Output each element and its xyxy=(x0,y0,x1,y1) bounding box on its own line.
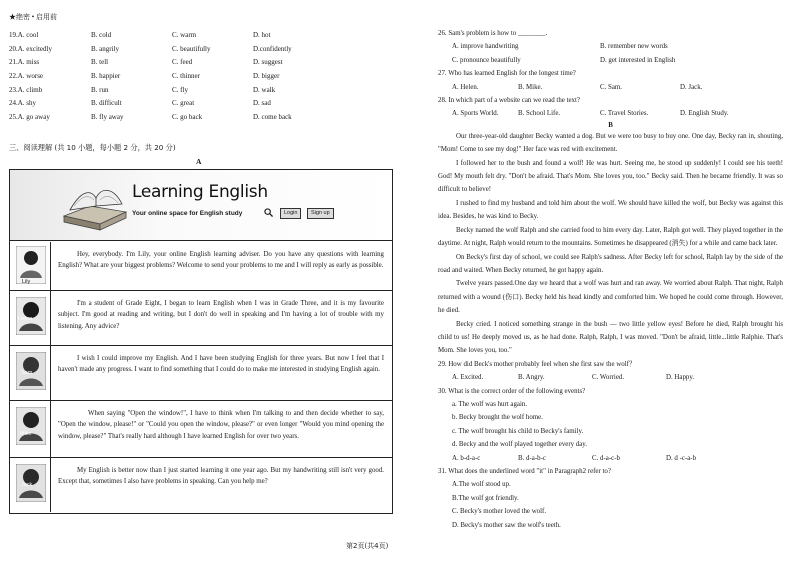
avatar-cell xyxy=(10,291,51,345)
option-b: B. cold xyxy=(91,30,112,39)
option-row xyxy=(9,83,292,97)
option-b: B. angrily xyxy=(91,44,119,53)
option-b: B. difficult xyxy=(91,99,122,108)
option-d: D. bigger xyxy=(253,71,280,80)
question-30: 30. What is the correct order of the following events? xyxy=(438,387,586,395)
signup-button[interactable]: Sign up xyxy=(307,208,334,219)
search-icon[interactable] xyxy=(264,208,273,217)
avatar-cell xyxy=(10,458,51,512)
entry-row-lily xyxy=(10,242,392,291)
avatar-cell xyxy=(10,242,51,290)
option-c: C. thinner xyxy=(172,71,200,80)
entry-text: My English is better now than I just started learning it one year ago. But my handwriting still isn't very good. Except that, sometimes I also have problems in speaking. Can you help me? xyxy=(58,467,384,486)
question-28-options xyxy=(438,107,783,120)
option: B. d-a-b-c xyxy=(518,454,546,462)
secret-label: ★绝密 • 启用前 xyxy=(9,13,57,21)
option-a: 21.A. miss xyxy=(9,58,40,67)
panel-subtitle: Your online space for English study xyxy=(132,210,243,217)
book-icon xyxy=(60,176,130,232)
option-d: D. suggest xyxy=(253,58,283,67)
option-a: 20.A. excitedly xyxy=(9,44,52,53)
left-column xyxy=(9,12,395,532)
avatar-name: Sam xyxy=(21,370,33,376)
option: D. Happy. xyxy=(666,374,695,382)
avatar-name: Lily xyxy=(22,279,31,285)
right-column xyxy=(438,27,783,527)
question-26-options xyxy=(438,54,783,67)
option-c: C. beautifully xyxy=(172,44,211,53)
passage-label: A xyxy=(196,157,202,166)
option-c: C. warm xyxy=(172,30,197,39)
option: A. improve handwriting xyxy=(452,43,519,51)
option: A. b-d-a-c xyxy=(452,454,481,462)
option: D. d -c-a-b xyxy=(666,454,697,462)
option-row xyxy=(9,42,292,56)
avatar xyxy=(16,246,46,284)
option: A. Helen. xyxy=(452,83,479,91)
paragraph: Becky cried. I noticed something strange in the bush — two little yellow eyes! Before he died, Ralph brought his child to us! He deeply moved us, as he had done. Ralph, Ralph, I was moved. "Don't be afraid, little...little Ralphie. That's Mom. She loves you, too." xyxy=(438,320,783,355)
option: B. remember new words xyxy=(600,43,668,51)
paragraph: Our three-year-old daughter Becky wanted a dog. But we were too busy to buy one. One day, Becky ran in, shouting, "Mom! Come to see my dog!" Her face was red with excitement. xyxy=(438,132,783,154)
question-28: 28. In which part of a website can we read the text? xyxy=(438,97,580,105)
question-29-options xyxy=(438,371,783,384)
paragraph: I followed her to the bush and found a wolf! He was hurt. Seeing me, he stood up suddenly! I could see his teeth! God! My mouth felt dry. "Don't be afraid. That's Mom. She loves you, too." Becky said. Then he became friendly. It was so difficult to believe! xyxy=(438,159,783,194)
option: D. Becky's mother saw the wolf's teeth. xyxy=(452,521,561,529)
section-heading: 三、阅读理解 (共 10 小题，每小题 2 分，共 20 分) xyxy=(9,143,176,152)
avatar-cell xyxy=(10,401,51,457)
event-item: b. Becky brought the wolf home. xyxy=(452,414,543,422)
options-table xyxy=(9,28,292,124)
entry-text: I'm a student of Grade Eight, I began to learn English when I was in Grade Three, and it is my favourite subject. I'm good at reading and writing, but I don't do well in speaking and I'm having a lot of trouble with my listening. Any advice? xyxy=(58,300,384,330)
question-27: 27. Who has learned English for the longest time? xyxy=(438,70,576,78)
option-d: D. come back xyxy=(253,112,292,121)
option: B. School Life. xyxy=(518,110,561,118)
option-a: 24.A. shy xyxy=(9,99,37,108)
option: C. Travel Stories. xyxy=(600,110,649,118)
entry-text: Hey, everybody. I'm Lily, your online English learning adviser. Do you have any questions with learning English? What are your biggest problems? Welcome to send your problems to me and I will reply as early as possible. xyxy=(58,251,384,270)
paragraph: On Becky's first day of school, we could see Ralph's sadness. After Becky left for school, Ralph lay by the side of the road and waited. When Becky returned, he got happy again. xyxy=(438,253,783,274)
option-b: B. happier xyxy=(91,71,121,80)
panel-header xyxy=(10,170,392,241)
paragraph: Becky named the wolf Ralph and she carried food to him every day. Later, Ralph got well. They played together in the daytime. At night, Ralph would return to the mountains. Sometimes he disappeared (消失) for a while and came back later. xyxy=(438,226,783,248)
option: A. Sports World. xyxy=(452,110,499,118)
question-30-options xyxy=(438,452,783,465)
option-row xyxy=(9,69,292,83)
option: C. pronounce beautifully xyxy=(452,56,521,64)
option: C. Sam. xyxy=(600,83,623,91)
avatar xyxy=(16,407,46,445)
question-29: 29. How did Beck's mother probably feel when she first saw the wolf？ xyxy=(438,360,636,368)
panel-title: Learning English xyxy=(132,182,268,202)
option: D. Jack. xyxy=(680,83,703,91)
option-c: C. fly xyxy=(172,85,188,94)
avatar-name: Helen xyxy=(18,316,33,322)
option-d: D.confidently xyxy=(253,44,292,53)
option: A. Excited. xyxy=(452,374,484,382)
option-a: 25.A. go away xyxy=(9,112,50,121)
event-item: a. The wolf was hurt again. xyxy=(452,400,528,408)
passage-label: B xyxy=(608,121,613,129)
option-a: 22.A. worse xyxy=(9,71,44,80)
page-number: 第2页(共4页) xyxy=(346,542,389,550)
option-c: C. go back xyxy=(172,112,203,121)
option-c: C. feed xyxy=(172,58,193,67)
event-item: c. The wolf brought his child to Becky's family. xyxy=(452,427,584,435)
paragraph: I rushed to find my husband and told him about the wolf. We should have killed the wolf, but Becky was against this idea. Besides, he was kind to Becky. xyxy=(438,199,783,221)
option: D. get interested in English xyxy=(600,56,676,64)
option-row xyxy=(9,55,292,69)
option: B.The wolf got friendly. xyxy=(452,494,519,502)
option: A.The wolf stood up. xyxy=(452,481,511,489)
option: B. Mike. xyxy=(518,83,543,91)
entry-row-jack xyxy=(10,458,392,512)
option: C. Worried. xyxy=(592,374,625,382)
avatar-cell xyxy=(10,346,51,400)
option-b: B. fly away xyxy=(91,112,124,121)
question-31: 31. What does the underlined word "it" in Paragraph2 refer to? xyxy=(438,468,611,475)
option-d: D. hot xyxy=(253,30,271,39)
option: C. Becky's mother loved the wolf. xyxy=(452,508,547,516)
option-row xyxy=(9,110,292,124)
entry-row-sam xyxy=(10,346,392,401)
option-c: C. great xyxy=(172,99,195,108)
option: B. Angry. xyxy=(518,374,545,382)
avatar-name: Mike xyxy=(20,431,32,437)
option-row xyxy=(9,96,292,110)
entry-text: When saying "Open the window!", I have to think when I'm talking to and then decide whether to say, "Open the window, please!" or "Could you open the window, please?" or even longer "Would you mind opening the window, please?" That's really hard although I have learned English for over two years. xyxy=(58,410,384,440)
learning-english-panel xyxy=(9,169,393,514)
avatar-name: Jack xyxy=(21,482,33,488)
option: C. d-a-c-b xyxy=(592,454,620,462)
event-item: d. Becky and the wolf played together every day. xyxy=(452,441,588,449)
paragraph: Twelve years passed.One day we heard that a wolf was hurt and ran away. We worried about Ralph. That night, Ralph returned with a wound (伤口). Becky held his head kindly and comforted him. We hoped he could come through. However, he died. xyxy=(438,280,783,315)
entry-text: I wish I could improve my English. And I have been studying English for three years. But now I feel that I haven't made any progress. I want to find something that I could do to make me interested in studying English again. xyxy=(58,355,384,374)
question-27-options xyxy=(438,81,783,94)
option-b: B. run xyxy=(91,85,109,94)
option-b: B. tell xyxy=(91,58,109,67)
option-a: 23.A. climb xyxy=(9,85,43,94)
entry-row-helen xyxy=(10,291,392,346)
question-26-options xyxy=(438,40,783,53)
entry-row-mike xyxy=(10,401,392,458)
option-d: D. walk xyxy=(253,85,276,94)
login-button[interactable]: Login xyxy=(280,208,301,219)
option-d: D. sad xyxy=(253,99,271,108)
option-row xyxy=(9,28,292,42)
option: D. English Study. xyxy=(680,110,729,118)
option-a: 19.A. cool xyxy=(9,30,39,39)
question-26: 26. Sam's problem is how to ________. xyxy=(438,30,548,37)
